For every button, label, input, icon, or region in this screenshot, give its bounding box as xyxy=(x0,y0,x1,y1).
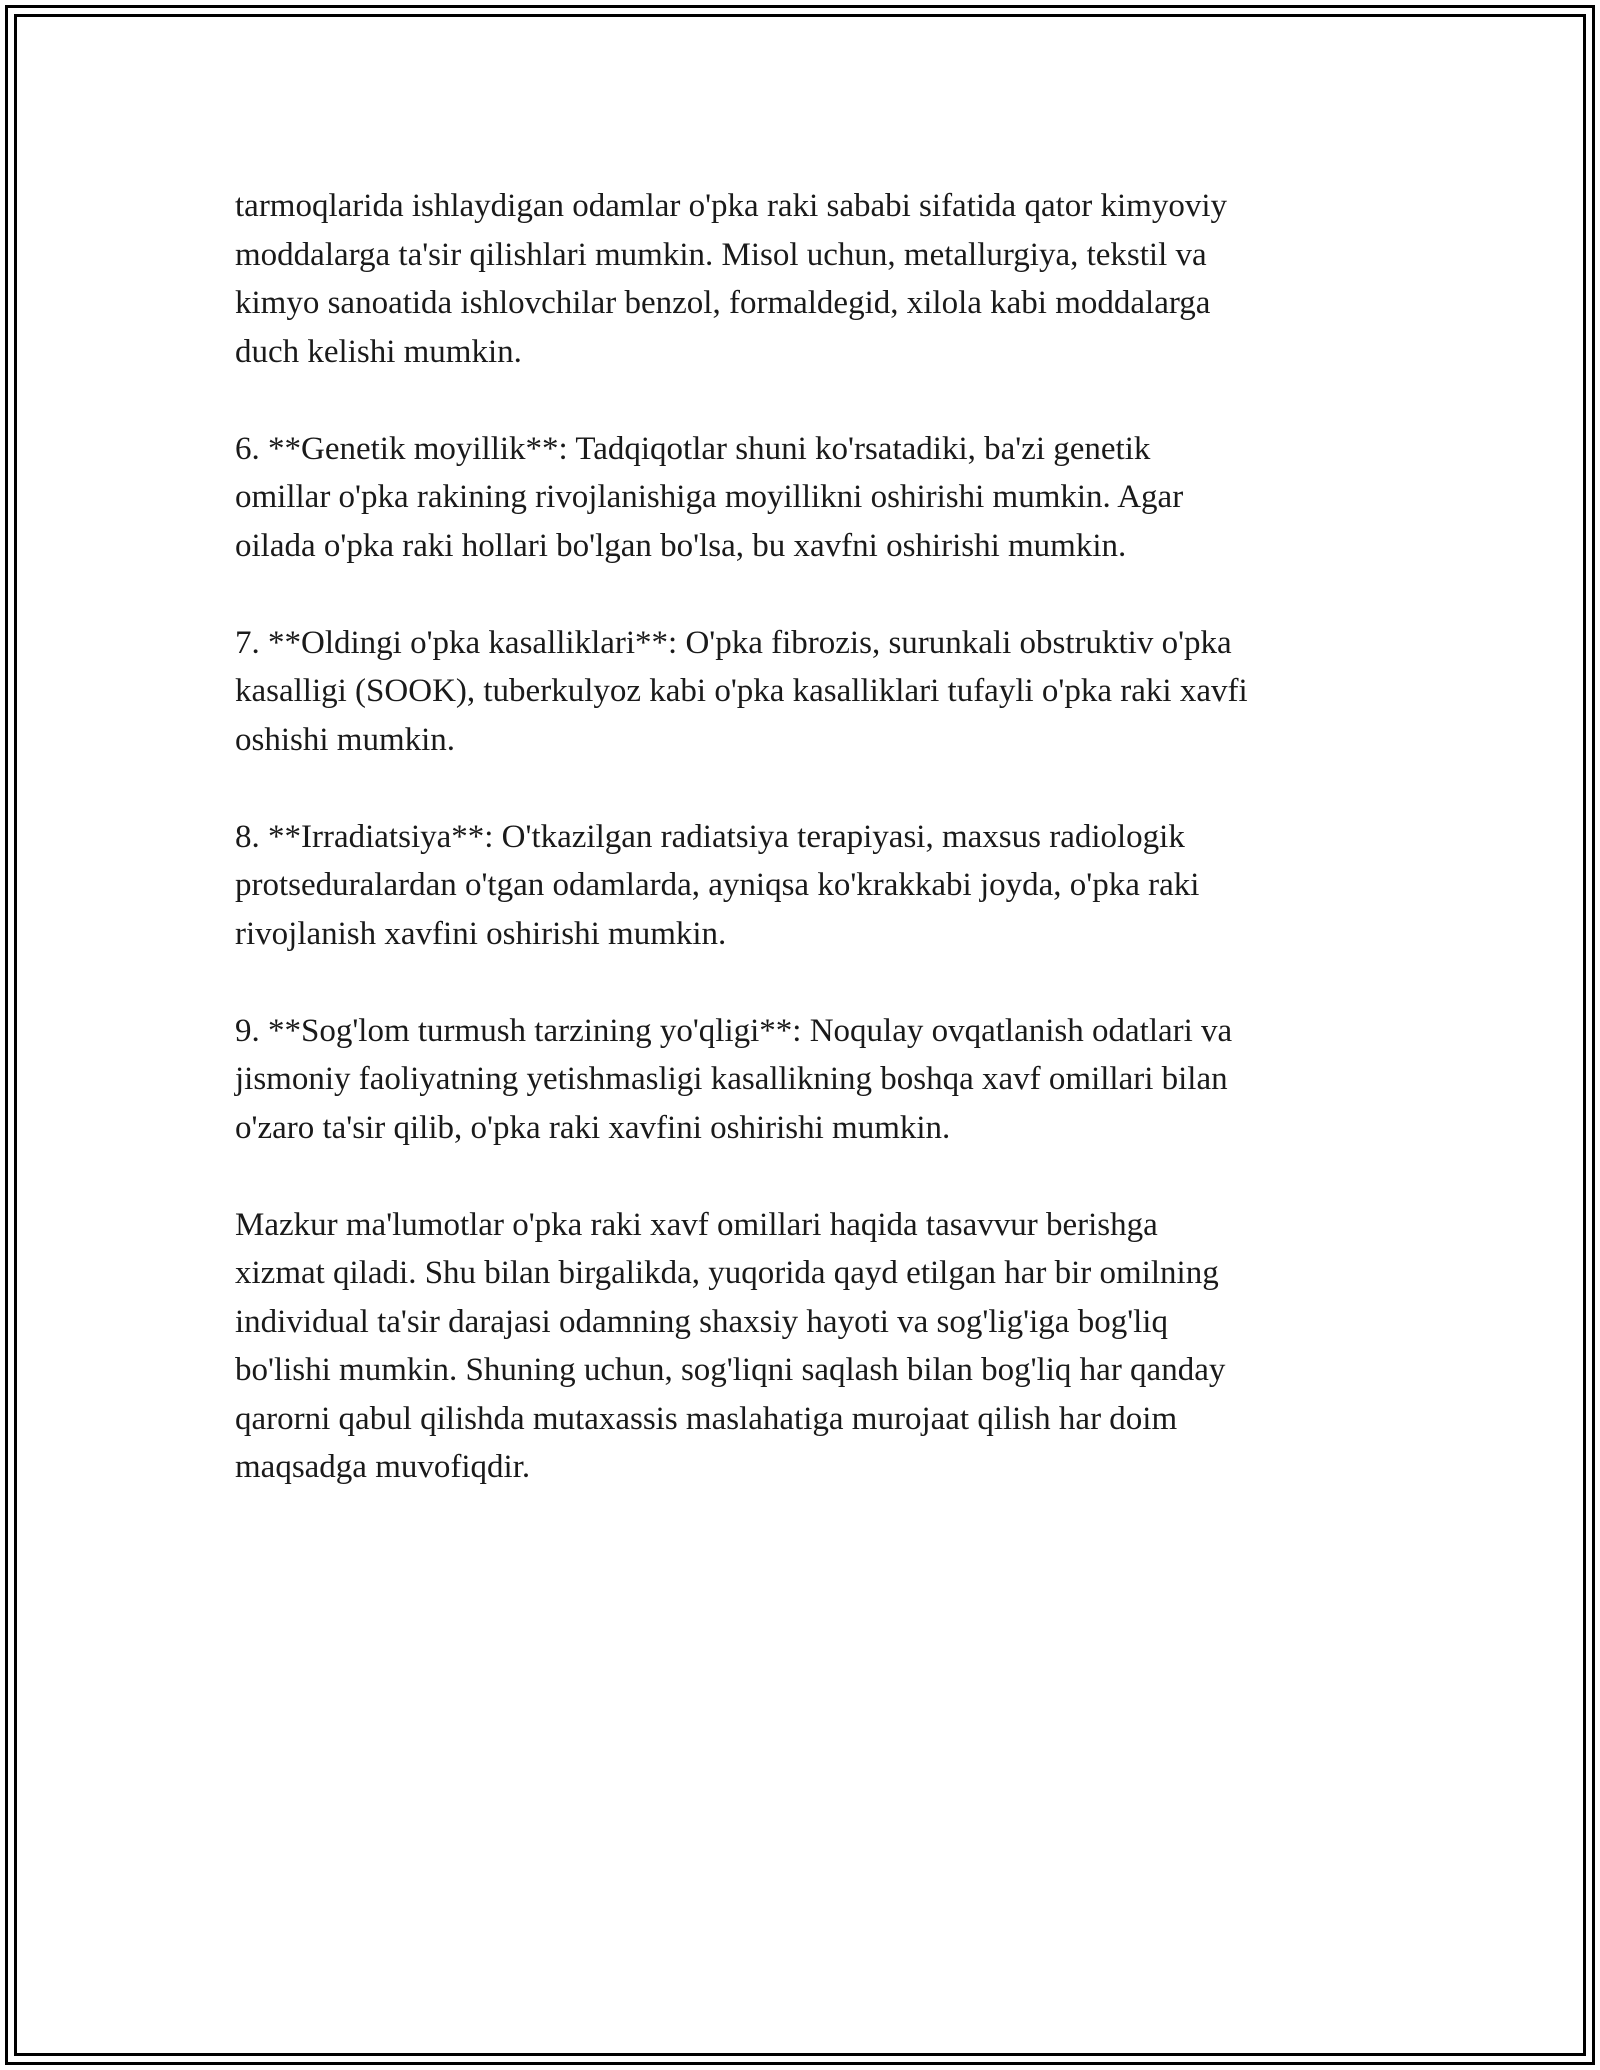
paragraph-irradiation: 8. **Irradiatsiya**: O'tkazilgan radiatsiya terapiyasi, maxsus radiologik protseduralardan o'tgan odamlarda, ayniqsa ko'krakkabi joyda, o'pka raki rivojlanish xavfini oshirishi mumkin. xyxy=(235,818,1200,952)
paragraph-previous-lung-diseases: 7. **Oldingi o'pka kasalliklari**: O'pka fibrozis, surunkali obstruktiv o'pka kasalligi (SOOK), tuberkulyoz kabi o'pka kasalliklari tufayli o'pka raki xavfi oshishi mumkin. xyxy=(235,624,1248,758)
paragraph-continuation: tarmoqlarida ishlaydigan odamlar o'pka raki sababi sifatida qator kimyoviy moddalarga ta'sir qilishlari mumkin. Misol uchun, metallurgiya, tekstil va kimyo sanoatida ishlovchilar benzol, formaldegid, xilola kabi moddalarga duch kelishi mumkin. xyxy=(235,188,1227,370)
paragraph-genetic-predisposition: 6. **Genetik moyillik**: Tadqiqotlar shuni ko'rsatadiki, ba'zi genetik omillar o'pka rakining rivojlanishiga moyillikni oshirishi mumkin. Agar oilada o'pka raki hollari bo'lgan bo'lsa, bu xavfni oshirishi mumkin. xyxy=(235,430,1184,564)
document-body xyxy=(235,182,1365,1540)
paragraph-unhealthy-lifestyle: 9. **Sog'lom turmush tarzining yo'qligi**: Noqulay ovqatlanish odatlari va jismoniy faoliyatning yetishmasligi kasallikning boshqa xavf omillari bilan o'zaro ta'sir qilib, o'pka raki xavfini oshirishi mumkin. xyxy=(235,1012,1233,1146)
paragraph-conclusion: Mazkur ma'lumotlar o'pka raki xavf omillari haqida tasavvur berishga xizmat qiladi. Shu bilan birgalikda, yuqorida qayd etilgan har bir omilning individual ta'sir darajasi odamning shaxsiy hayoti va sog'lig'iga bog'liq bo'lishi mumkin. Shuning uchun, sog'liqni saqlash bilan bog'liq har qanday qarorni qabul qilishda mutaxassis maslahatiga murojaat qilish har doim maqsadga muvofiqdir. xyxy=(235,1206,1226,1485)
